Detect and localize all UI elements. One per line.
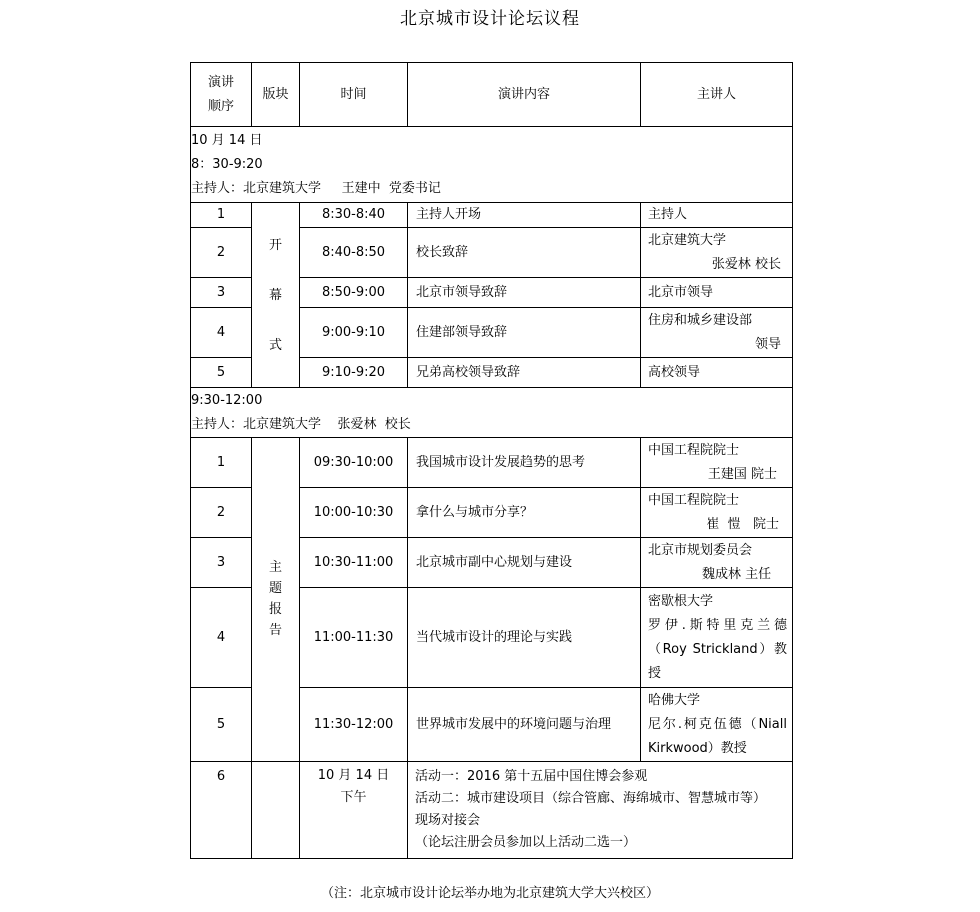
speaker-line: Kirkwood）教授 [648, 740, 747, 756]
section-time: 9:30-12:00 [191, 392, 263, 408]
speaker-line: 北京建筑大学 [648, 232, 727, 248]
row-time: 10:30-11:00 [300, 538, 408, 588]
row-speaker [641, 538, 793, 588]
section-host: 主持人：北京建筑大学 王建中 党委书记 [191, 180, 441, 196]
section-date: 10 月 14 日 [191, 132, 263, 148]
speaker-line: 中国工程院院士 [648, 442, 740, 458]
speaker-line: 崔 愷 院士 [706, 516, 779, 532]
block-char: 报 [268, 601, 282, 617]
block-char: 告 [268, 622, 282, 638]
row-speaker [641, 688, 793, 762]
footnote: （注：北京城市设计论坛举办地为北京建筑大学大兴校区） [320, 886, 659, 901]
page-title: 北京城市设计论坛议程 [400, 9, 580, 29]
section-host: 主持人：北京建筑大学 张爱林 校长 [191, 416, 411, 432]
activity-line: 活动二：城市建设项目（综合管廊、海绵城市、智慧城市等） [415, 791, 767, 806]
table-row [191, 203, 793, 228]
speaker-line: 北京市规划委员会 [648, 542, 753, 558]
row-time: 11:00-11:30 [300, 588, 408, 688]
activity-line: （论坛注册会员参加以上活动二选一） [415, 835, 637, 850]
speaker-line: 尼尔.柯克伍德（Niall [648, 716, 787, 732]
block-char: 题 [268, 580, 282, 596]
header-speaker: 主讲人 [641, 63, 793, 127]
speaker-line: （Roy Strickland）教 [648, 641, 787, 657]
speaker-line: 中国工程院院士 [648, 492, 740, 508]
speaker-line: 密歇根大学 [648, 593, 714, 609]
row-content: 兄弟高校领导致辞 [408, 358, 641, 388]
speaker-line: 哈佛大学 [648, 692, 701, 708]
row-speaker [641, 588, 793, 688]
speaker-line: 张爱林 校长 [711, 256, 781, 272]
speaker-line: 主持人 [648, 207, 688, 222]
row-time: 8:50-9:00 [300, 278, 408, 308]
speaker-line: 北京市领导 [648, 284, 714, 300]
row-order: 2 [191, 488, 252, 538]
row-content: 世界城市发展中的环境问题与治理 [408, 688, 641, 762]
row-order: 4 [191, 588, 252, 688]
row-time [300, 762, 408, 859]
row-content: 拿什么与城市分享？ [408, 488, 641, 538]
row-order: 6 [191, 762, 252, 859]
row-speaker [641, 358, 793, 388]
header-content: 演讲内容 [408, 63, 641, 127]
header-block: 版块 [252, 63, 300, 127]
row-content: 校长致辞 [408, 228, 641, 278]
row-activities [408, 762, 793, 859]
row-time: 10:00-10:30 [300, 488, 408, 538]
row-block-empty [252, 762, 300, 859]
row-content: 住建部领导致辞 [408, 308, 641, 358]
row-speaker [641, 488, 793, 538]
row-speaker [641, 308, 793, 358]
row-time-line: 10 月 14 日 [317, 768, 390, 783]
section-info-cell [191, 388, 793, 438]
table-row [191, 762, 793, 859]
agenda-table [190, 62, 793, 859]
activity-line: 活动一：2016 第十五届中国住博会参观 [415, 769, 648, 784]
row-order: 1 [191, 203, 252, 228]
speaker-line: 魏成林 主任 [702, 566, 772, 582]
block-char: 式 [268, 337, 282, 353]
speaker-line: 住房和城乡建设部 [648, 312, 753, 328]
row-order: 3 [191, 278, 252, 308]
row-time: 09:30-10:00 [300, 438, 408, 488]
row-order: 1 [191, 438, 252, 488]
header-order-line1: 演讲 [207, 74, 234, 90]
row-content: 主持人开场 [408, 203, 641, 228]
header-order-line2: 顺序 [207, 98, 234, 114]
row-time: 11:30-12:00 [300, 688, 408, 762]
row-time: 8:40-8:50 [300, 228, 408, 278]
header-order [191, 63, 252, 127]
section-keynote-info [191, 388, 793, 438]
row-time: 9:10-9:20 [300, 358, 408, 388]
row-content: 我国城市设计发展趋势的思考 [408, 438, 641, 488]
row-speaker [641, 203, 793, 228]
row-content: 北京市领导致辞 [408, 278, 641, 308]
row-time: 8:30-8:40 [300, 203, 408, 228]
row-content: 当代城市设计的理论与实践 [408, 588, 641, 688]
speaker-line: 王建国 院士 [707, 466, 777, 482]
section-opening-info [191, 127, 793, 203]
speaker-line: 领导 [754, 336, 781, 352]
block-char: 开 [268, 237, 282, 253]
speaker-line: 罗伊.斯特里克兰德 [648, 617, 787, 633]
header-time: 时间 [300, 63, 408, 127]
row-order: 3 [191, 538, 252, 588]
block-char: 幕 [268, 287, 282, 303]
row-order: 5 [191, 358, 252, 388]
block-opening [252, 203, 300, 388]
speaker-line: 授 [648, 665, 662, 681]
row-time: 9:00-9:10 [300, 308, 408, 358]
header-row [191, 63, 793, 127]
row-speaker [641, 228, 793, 278]
row-speaker [641, 278, 793, 308]
speaker-line: 高校领导 [648, 364, 701, 380]
row-time-line: 下午 [340, 790, 367, 805]
block-char: 主 [268, 559, 282, 575]
row-order: 2 [191, 228, 252, 278]
row-speaker [641, 438, 793, 488]
block-keynote [252, 438, 300, 762]
row-order: 4 [191, 308, 252, 358]
table-row [191, 438, 793, 488]
section-info-cell [191, 127, 793, 203]
section-time: 8：30-9:20 [191, 156, 263, 172]
activity-line: 现场对接会 [415, 813, 481, 828]
row-order: 5 [191, 688, 252, 762]
row-content: 北京城市副中心规划与建设 [408, 538, 641, 588]
